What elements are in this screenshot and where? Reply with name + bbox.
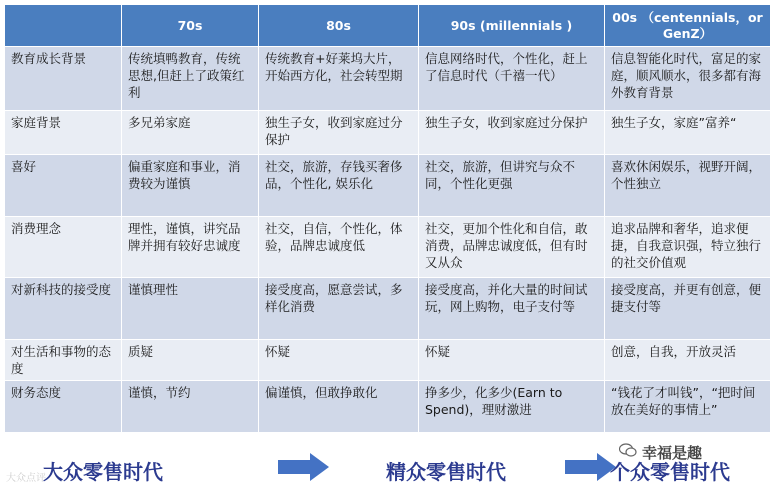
cell-70s-family: 多兄弟家庭 — [122, 111, 259, 155]
table-row — [5, 340, 771, 381]
cell-90s-hobbies: 社交，旅游，但讲究与众不同，个性化更强 — [419, 155, 605, 217]
cell-00s-consumption: 追求品牌和奢华，追求便捷，自我意识强，特立独行的社交价值观 — [605, 217, 771, 278]
table-row — [5, 381, 771, 433]
table-row — [5, 111, 771, 155]
era-niche-retail: 精众零售时代 — [386, 460, 506, 484]
cell-90s-education: 信息网络时代，个性化，赶上了信息时代（千禧一代） — [419, 47, 605, 111]
cell-00s-education: 信息智能化时代，富足的家庭，顺风顺水，很多都有海外教育背景 — [605, 47, 771, 111]
table-row — [5, 47, 771, 111]
cell-00s-technology: 接受度高，并更有创意，便捷支付等 — [605, 278, 771, 340]
watermark-text: 大众点评 — [6, 473, 46, 484]
cell-90s-attitude: 怀疑 — [419, 340, 605, 381]
cell-70s-technology: 谨慎理性 — [122, 278, 259, 340]
row-label-education: 教育成长背景 — [5, 47, 122, 111]
cell-70s-education: 传统填鸭教育，传统思想,但赶上了政策红利 — [122, 47, 259, 111]
cell-00s-family: 独生子女，家庭”富养“ — [605, 111, 771, 155]
row-label-hobbies: 喜好 — [5, 155, 122, 217]
brand-name: 幸福是趣 — [642, 444, 703, 462]
generation-comparison-table — [4, 4, 771, 433]
row-label-attitude: 对生活和事物的态度 — [5, 340, 122, 381]
table-row — [5, 278, 771, 340]
row-label-family: 家庭背景 — [5, 111, 122, 155]
cell-00s-attitude: 创意，自我，开放灵活 — [605, 340, 771, 381]
row-label-consumption: 消费理念 — [5, 217, 122, 278]
cell-70s-finance: 谨慎，节约 — [122, 381, 259, 433]
era-individual-retail: 个众零售时代 — [610, 460, 730, 484]
cell-70s-attitude: 质疑 — [122, 340, 259, 381]
header-00s: 00s （centennials，or GenZ） — [605, 5, 771, 47]
cell-80s-family: 独生子女，收到家庭过分保护 — [259, 111, 419, 155]
cell-80s-education: 传统教育+好莱坞大片，开始西方化，社会转型期 — [259, 47, 419, 111]
cell-80s-consumption: 社交，自信，个性化，体验，品牌忠诚度低 — [259, 217, 419, 278]
header-80s: 80s — [259, 5, 419, 47]
cell-80s-attitude: 怀疑 — [259, 340, 419, 381]
row-label-technology: 对新科技的接受度 — [5, 278, 122, 340]
header-corner — [5, 5, 122, 47]
cell-00s-hobbies: 喜欢休闲娱乐，视野开阔，个性独立 — [605, 155, 771, 217]
cell-70s-hobbies: 偏重家庭和事业，消费较为谨慎 — [122, 155, 259, 217]
cell-80s-hobbies: 社交，旅游，存钱买奢侈品，个性化, 娱乐化 — [259, 155, 419, 217]
table-header-row — [5, 5, 771, 47]
wechat-icon — [619, 443, 637, 457]
header-70s: 70s — [122, 5, 259, 47]
cell-90s-consumption: 社交，更加个性化和自信，敢消费，品牌忠诚度低，但有时又从众 — [419, 217, 605, 278]
era-mass-retail: 大众零售时代 — [43, 460, 163, 484]
cell-90s-family: 独生子女，收到家庭过分保护 — [419, 111, 605, 155]
cell-90s-technology: 接受度高，并化大量的时间试玩，网上购物，电子支付等 — [419, 278, 605, 340]
cell-80s-technology: 接受度高，愿意尝试，多样化消费 — [259, 278, 419, 340]
cell-00s-finance: “钱花了才叫钱”，“把时间放在美好的事情上” — [605, 381, 771, 433]
retail-era-timeline — [0, 436, 774, 491]
table-row — [5, 155, 771, 217]
row-label-finance: 财务态度 — [5, 381, 122, 433]
table-row — [5, 217, 771, 278]
header-90s: 90s (millennials ) — [419, 5, 605, 47]
cell-90s-finance: 挣多少，化多少(Earn to Spend)，理财激进 — [419, 381, 605, 433]
cell-70s-consumption: 理性，谨慎，讲究品牌并拥有较好忠诚度 — [122, 217, 259, 278]
arrow-right-icon — [278, 452, 330, 482]
cell-80s-finance: 偏谨慎，但敢挣敢化 — [259, 381, 419, 433]
